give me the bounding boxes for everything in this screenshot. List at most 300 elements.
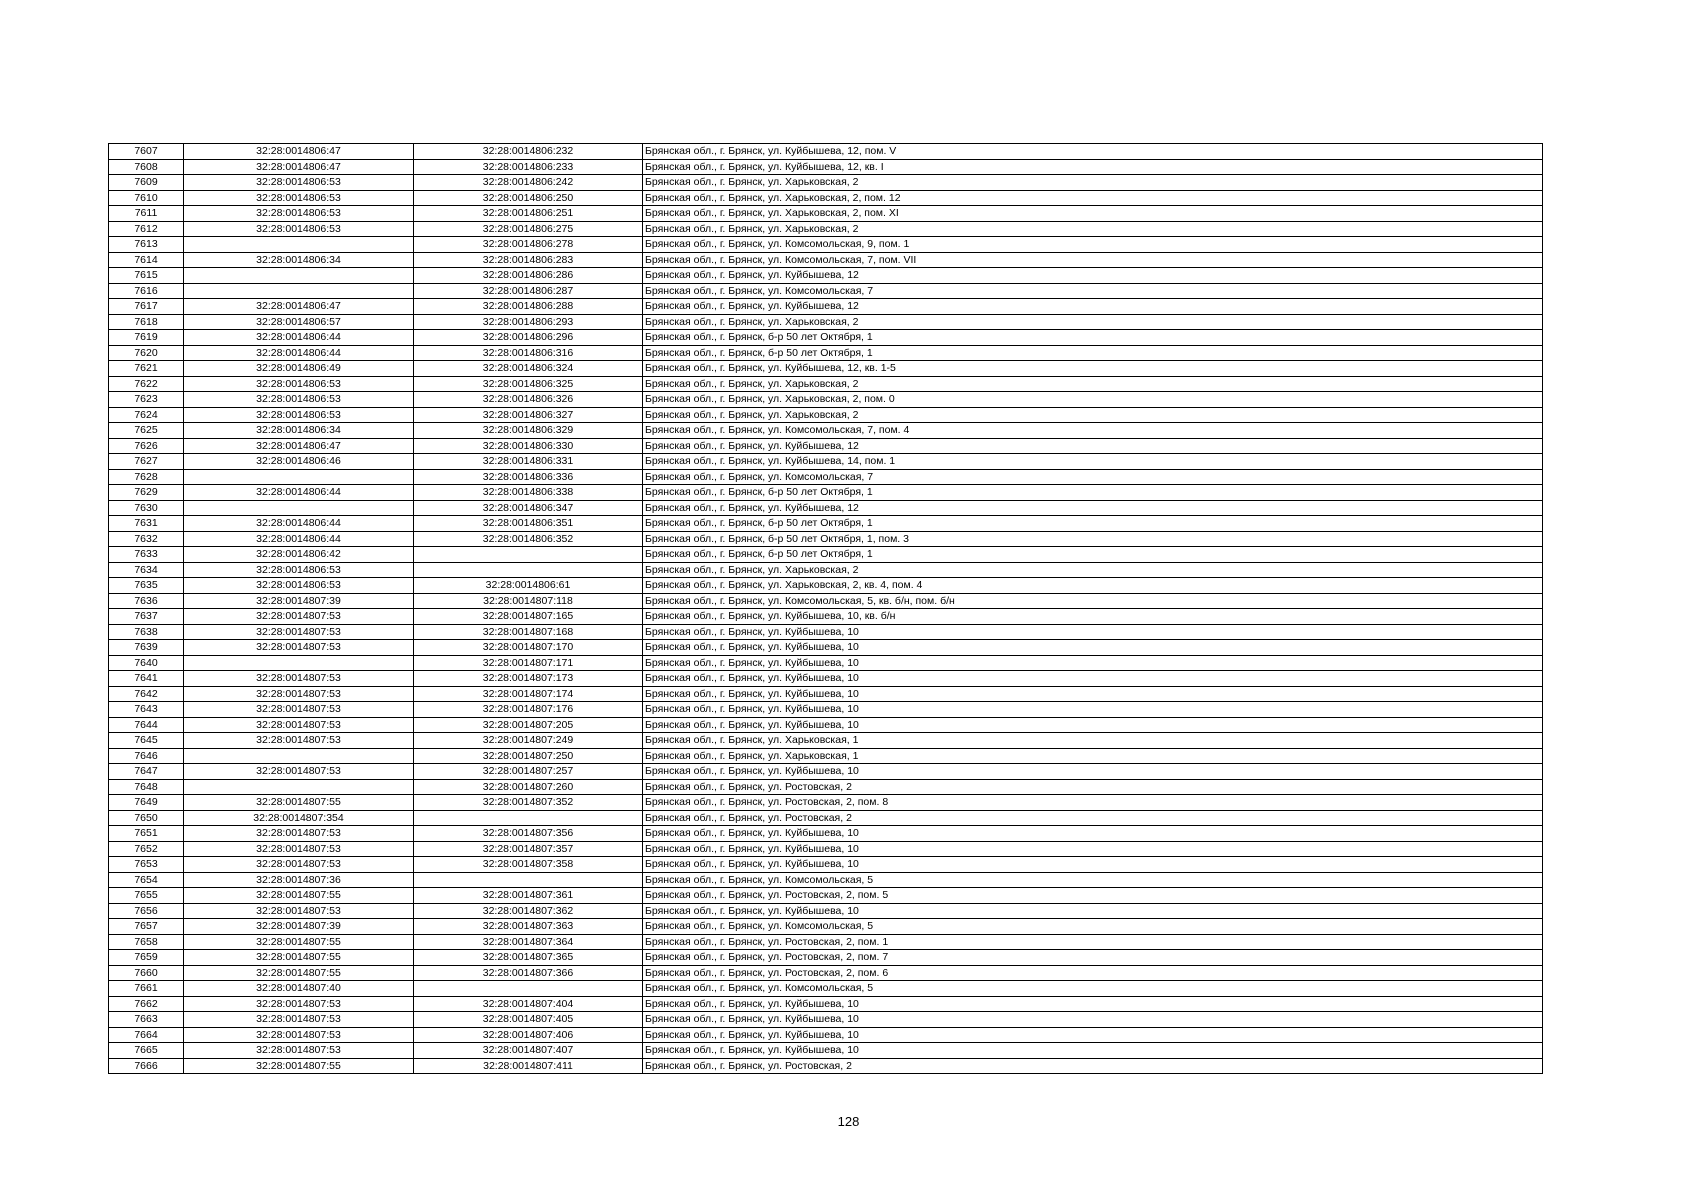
cadastral-number-cell: 32:28:0014806:336: [414, 469, 643, 485]
row-number-cell: 7624: [109, 407, 184, 423]
table-row: [109, 919, 1543, 935]
address-cell: Брянская обл., г. Брянск, ул. Куйбышева, 12: [643, 500, 1543, 516]
row-number-cell: 7631: [109, 516, 184, 532]
address-cell: Брянская обл., г. Брянск, б-р 50 лет Октября, 1: [643, 330, 1543, 346]
parent-cadastral-cell: 32:28:0014806:47: [184, 299, 414, 315]
parent-cadastral-cell: 32:28:0014807:53: [184, 609, 414, 625]
table-row: [109, 175, 1543, 191]
address-cell: Брянская обл., г. Брянск, ул. Харьковская, 2: [643, 407, 1543, 423]
row-number-cell: 7621: [109, 361, 184, 377]
table-row: [109, 779, 1543, 795]
address-cell: Брянская обл., г. Брянск, ул. Комсомольская, 7, пом. 4: [643, 423, 1543, 439]
row-number-cell: 7660: [109, 965, 184, 981]
parent-cadastral-cell: 32:28:0014806:49: [184, 361, 414, 377]
parent-cadastral-cell: [184, 748, 414, 764]
row-number-cell: 7623: [109, 392, 184, 408]
address-cell: Брянская обл., г. Брянск, ул. Ростовская, 2, пом. 8: [643, 795, 1543, 811]
cadastral-number-cell: 32:28:0014807:407: [414, 1043, 643, 1059]
cadastral-number-cell: 32:28:0014807:362: [414, 903, 643, 919]
cadastral-number-cell: 32:28:0014806:283: [414, 252, 643, 268]
cadastral-number-cell: [414, 981, 643, 997]
table-row: [109, 857, 1543, 873]
row-number-cell: 7666: [109, 1058, 184, 1074]
registry-table: [108, 143, 1543, 1074]
table-body: [109, 144, 1543, 1074]
parent-cadastral-cell: 32:28:0014806:53: [184, 407, 414, 423]
table-row: [109, 795, 1543, 811]
cadastral-number-cell: 32:28:0014807:205: [414, 717, 643, 733]
cadastral-number-cell: 32:28:0014807:171: [414, 655, 643, 671]
address-cell: Брянская обл., г. Брянск, ул. Комсомольская, 7: [643, 469, 1543, 485]
parent-cadastral-cell: 32:28:0014806:53: [184, 206, 414, 222]
address-cell: Брянская обл., г. Брянск, ул. Харьковская, 2, пом. XI: [643, 206, 1543, 222]
row-number-cell: 7618: [109, 314, 184, 330]
parent-cadastral-cell: 32:28:0014806:53: [184, 190, 414, 206]
table-row: [109, 1058, 1543, 1074]
parent-cadastral-cell: 32:28:0014807:53: [184, 826, 414, 842]
row-number-cell: 7652: [109, 841, 184, 857]
table-row: [109, 996, 1543, 1012]
cadastral-number-cell: 32:28:0014807:260: [414, 779, 643, 795]
address-cell: Брянская обл., г. Брянск, ул. Куйбышева, 10: [643, 640, 1543, 656]
table-row: [109, 1027, 1543, 1043]
address-cell: Брянская обл., г. Брянск, ул. Куйбышева, 10, кв. б/н: [643, 609, 1543, 625]
cadastral-number-cell: [414, 810, 643, 826]
parent-cadastral-cell: 32:28:0014806:53: [184, 175, 414, 191]
address-cell: Брянская обл., г. Брянск, б-р 50 лет Октября, 1: [643, 516, 1543, 532]
row-number-cell: 7643: [109, 702, 184, 718]
cadastral-number-cell: 32:28:0014806:61: [414, 578, 643, 594]
table-row: [109, 1012, 1543, 1028]
cadastral-number-cell: 32:28:0014807:365: [414, 950, 643, 966]
row-number-cell: 7615: [109, 268, 184, 284]
cadastral-number-cell: 32:28:0014806:275: [414, 221, 643, 237]
cadastral-number-cell: 32:28:0014806:286: [414, 268, 643, 284]
table-row: [109, 206, 1543, 222]
cadastral-number-cell: 32:28:0014807:168: [414, 624, 643, 640]
address-cell: Брянская обл., г. Брянск, ул. Куйбышева, 10: [643, 841, 1543, 857]
parent-cadastral-cell: 32:28:0014806:53: [184, 221, 414, 237]
address-cell: Брянская обл., г. Брянск, ул. Куйбышева, 10: [643, 655, 1543, 671]
address-cell: Брянская обл., г. Брянск, ул. Ростовская, 2: [643, 810, 1543, 826]
address-cell: Брянская обл., г. Брянск, ул. Ростовская, 2: [643, 1058, 1543, 1074]
row-number-cell: 7620: [109, 345, 184, 361]
table-row: [109, 640, 1543, 656]
cadastral-number-cell: 32:28:0014806:278: [414, 237, 643, 253]
address-cell: Брянская обл., г. Брянск, ул. Куйбышева, 10: [643, 764, 1543, 780]
address-cell: Брянская обл., г. Брянск, ул. Ростовская, 2, пом. 1: [643, 934, 1543, 950]
table-row: [109, 469, 1543, 485]
table-row: [109, 826, 1543, 842]
parent-cadastral-cell: 32:28:0014806:53: [184, 578, 414, 594]
cadastral-number-cell: 32:28:0014807:356: [414, 826, 643, 842]
parent-cadastral-cell: 32:28:0014806:44: [184, 531, 414, 547]
table-row: [109, 345, 1543, 361]
table-row: [109, 965, 1543, 981]
parent-cadastral-cell: 32:28:0014806:53: [184, 562, 414, 578]
address-cell: Брянская обл., г. Брянск, ул. Куйбышева, 10: [643, 671, 1543, 687]
table-row: [109, 485, 1543, 501]
parent-cadastral-cell: 32:28:0014807:53: [184, 686, 414, 702]
parent-cadastral-cell: 32:28:0014807:53: [184, 841, 414, 857]
row-number-cell: 7640: [109, 655, 184, 671]
address-cell: Брянская обл., г. Брянск, ул. Харьковская, 2: [643, 376, 1543, 392]
table-row: [109, 454, 1543, 470]
address-cell: Брянская обл., г. Брянск, ул. Куйбышева, 10: [643, 826, 1543, 842]
cadastral-number-cell: 32:28:0014806:251: [414, 206, 643, 222]
parent-cadastral-cell: 32:28:0014807:36: [184, 872, 414, 888]
row-number-cell: 7612: [109, 221, 184, 237]
cadastral-number-cell: 32:28:0014807:165: [414, 609, 643, 625]
address-cell: Брянская обл., г. Брянск, ул. Комсомольская, 5: [643, 919, 1543, 935]
parent-cadastral-cell: 32:28:0014806:44: [184, 330, 414, 346]
address-cell: Брянская обл., г. Брянск, б-р 50 лет Октября, 1: [643, 485, 1543, 501]
parent-cadastral-cell: 32:28:0014807:55: [184, 795, 414, 811]
cadastral-number-cell: 32:28:0014806:296: [414, 330, 643, 346]
address-cell: Брянская обл., г. Брянск, ул. Харьковская, 1: [643, 733, 1543, 749]
row-number-cell: 7637: [109, 609, 184, 625]
row-number-cell: 7659: [109, 950, 184, 966]
address-cell: Брянская обл., г. Брянск, ул. Куйбышева, 10: [643, 717, 1543, 733]
row-number-cell: 7626: [109, 438, 184, 454]
address-cell: Брянская обл., г. Брянск, ул. Харьковская, 2: [643, 221, 1543, 237]
row-number-cell: 7644: [109, 717, 184, 733]
row-number-cell: 7616: [109, 283, 184, 299]
parent-cadastral-cell: 32:28:0014806:42: [184, 547, 414, 563]
address-cell: Брянская обл., г. Брянск, ул. Куйбышева, 10: [643, 702, 1543, 718]
row-number-cell: 7655: [109, 888, 184, 904]
parent-cadastral-cell: 32:28:0014806:53: [184, 392, 414, 408]
table-row: [109, 733, 1543, 749]
row-number-cell: 7639: [109, 640, 184, 656]
cadastral-number-cell: 32:28:0014806:338: [414, 485, 643, 501]
table-row: [109, 299, 1543, 315]
parent-cadastral-cell: 32:28:0014806:47: [184, 144, 414, 160]
row-number-cell: 7629: [109, 485, 184, 501]
page-number: 128: [837, 1114, 860, 1129]
table-row: [109, 159, 1543, 175]
cadastral-number-cell: 32:28:0014806:352: [414, 531, 643, 547]
parent-cadastral-cell: [184, 283, 414, 299]
address-cell: Брянская обл., г. Брянск, ул. Куйбышева, 12: [643, 268, 1543, 284]
row-number-cell: 7611: [109, 206, 184, 222]
row-number-cell: 7614: [109, 252, 184, 268]
cadastral-number-cell: 32:28:0014806:324: [414, 361, 643, 377]
table-row: [109, 888, 1543, 904]
row-number-cell: 7619: [109, 330, 184, 346]
row-number-cell: 7636: [109, 593, 184, 609]
row-number-cell: 7649: [109, 795, 184, 811]
table-row: [109, 934, 1543, 950]
cadastral-number-cell: 32:28:0014807:249: [414, 733, 643, 749]
table-row: [109, 578, 1543, 594]
parent-cadastral-cell: 32:28:0014806:46: [184, 454, 414, 470]
address-cell: Брянская обл., г. Брянск, ул. Куйбышева, 10: [643, 686, 1543, 702]
cadastral-number-cell: [414, 562, 643, 578]
parent-cadastral-cell: 32:28:0014807:53: [184, 702, 414, 718]
cadastral-number-cell: 32:28:0014807:366: [414, 965, 643, 981]
row-number-cell: 7610: [109, 190, 184, 206]
table-row: [109, 237, 1543, 253]
cadastral-number-cell: 32:28:0014807:361: [414, 888, 643, 904]
table-row: [109, 702, 1543, 718]
address-cell: Брянская обл., г. Брянск, ул. Комсомольская, 5: [643, 872, 1543, 888]
address-cell: Брянская обл., г. Брянск, ул. Харьковская, 2: [643, 314, 1543, 330]
table-row: [109, 438, 1543, 454]
row-number-cell: 7607: [109, 144, 184, 160]
row-number-cell: 7646: [109, 748, 184, 764]
address-cell: Брянская обл., г. Брянск, ул. Комсомольская, 7, пом. VII: [643, 252, 1543, 268]
parent-cadastral-cell: 32:28:0014807:354: [184, 810, 414, 826]
row-number-cell: 7641: [109, 671, 184, 687]
address-cell: Брянская обл., г. Брянск, ул. Куйбышева, 10: [643, 1027, 1543, 1043]
address-cell: Брянская обл., г. Брянск, ул. Куйбышева, 10: [643, 857, 1543, 873]
cadastral-number-cell: 32:28:0014806:293: [414, 314, 643, 330]
table-row: [109, 516, 1543, 532]
address-cell: Брянская обл., г. Брянск, ул. Ростовская, 2, пом. 5: [643, 888, 1543, 904]
address-cell: Брянская обл., г. Брянск, ул. Куйбышева, 10: [643, 1043, 1543, 1059]
table-row: [109, 872, 1543, 888]
row-number-cell: 7635: [109, 578, 184, 594]
parent-cadastral-cell: 32:28:0014807:39: [184, 593, 414, 609]
cadastral-number-cell: 32:28:0014807:405: [414, 1012, 643, 1028]
row-number-cell: 7634: [109, 562, 184, 578]
row-number-cell: 7633: [109, 547, 184, 563]
cadastral-number-cell: 32:28:0014807:404: [414, 996, 643, 1012]
row-number-cell: 7609: [109, 175, 184, 191]
table-row: [109, 950, 1543, 966]
address-cell: Брянская обл., г. Брянск, ул. Харьковская, 2: [643, 175, 1543, 191]
cadastral-number-cell: 32:28:0014807:257: [414, 764, 643, 780]
address-cell: Брянская обл., г. Брянск, ул. Куйбышева, 12: [643, 438, 1543, 454]
cadastral-number-cell: 32:28:0014807:170: [414, 640, 643, 656]
parent-cadastral-cell: 32:28:0014806:53: [184, 376, 414, 392]
table-row: [109, 376, 1543, 392]
cadastral-number-cell: 32:28:0014806:351: [414, 516, 643, 532]
table-row: [109, 361, 1543, 377]
row-number-cell: 7664: [109, 1027, 184, 1043]
table-row: [109, 252, 1543, 268]
parent-cadastral-cell: 32:28:0014807:53: [184, 640, 414, 656]
address-cell: Брянская обл., г. Брянск, ул. Харьковская, 2, пом. 0: [643, 392, 1543, 408]
row-number-cell: 7638: [109, 624, 184, 640]
cadastral-number-cell: 32:28:0014807:176: [414, 702, 643, 718]
address-cell: Брянская обл., г. Брянск, ул. Куйбышева, 14, пом. 1: [643, 454, 1543, 470]
cadastral-number-cell: 32:28:0014806:287: [414, 283, 643, 299]
parent-cadastral-cell: 32:28:0014806:47: [184, 438, 414, 454]
row-number-cell: 7625: [109, 423, 184, 439]
cadastral-number-cell: 32:28:0014806:233: [414, 159, 643, 175]
table-row: [109, 562, 1543, 578]
address-cell: Брянская обл., г. Брянск, ул. Харьковская, 2, кв. 4, пом. 4: [643, 578, 1543, 594]
address-cell: Брянская обл., г. Брянск, ул. Куйбышева, 12, кв. I: [643, 159, 1543, 175]
parent-cadastral-cell: 32:28:0014806:44: [184, 485, 414, 501]
table-row: [109, 764, 1543, 780]
cadastral-number-cell: 32:28:0014807:406: [414, 1027, 643, 1043]
row-number-cell: 7657: [109, 919, 184, 935]
table-row: [109, 423, 1543, 439]
cadastral-number-cell: 32:28:0014806:347: [414, 500, 643, 516]
parent-cadastral-cell: 32:28:0014807:53: [184, 671, 414, 687]
cadastral-number-cell: [414, 547, 643, 563]
row-number-cell: 7627: [109, 454, 184, 470]
table-row: [109, 407, 1543, 423]
cadastral-number-cell: 32:28:0014806:326: [414, 392, 643, 408]
parent-cadastral-cell: 32:28:0014806:57: [184, 314, 414, 330]
row-number-cell: 7665: [109, 1043, 184, 1059]
row-number-cell: 7642: [109, 686, 184, 702]
parent-cadastral-cell: 32:28:0014807:39: [184, 919, 414, 935]
table-row: [109, 268, 1543, 284]
row-number-cell: 7651: [109, 826, 184, 842]
table-row: [109, 531, 1543, 547]
table-row: [109, 609, 1543, 625]
cadastral-number-cell: 32:28:0014807:118: [414, 593, 643, 609]
address-cell: Брянская обл., г. Брянск, ул. Ростовская, 2: [643, 779, 1543, 795]
row-number-cell: 7628: [109, 469, 184, 485]
cadastral-number-cell: 32:28:0014807:358: [414, 857, 643, 873]
parent-cadastral-cell: 32:28:0014807:53: [184, 624, 414, 640]
parent-cadastral-cell: 32:28:0014807:53: [184, 1012, 414, 1028]
parent-cadastral-cell: 32:28:0014807:53: [184, 903, 414, 919]
table-row: [109, 314, 1543, 330]
parent-cadastral-cell: 32:28:0014807:55: [184, 965, 414, 981]
table-row: [109, 330, 1543, 346]
cadastral-number-cell: 32:28:0014806:331: [414, 454, 643, 470]
parent-cadastral-cell: 32:28:0014807:55: [184, 888, 414, 904]
table-row: [109, 593, 1543, 609]
table-row: [109, 717, 1543, 733]
row-number-cell: 7632: [109, 531, 184, 547]
row-number-cell: 7662: [109, 996, 184, 1012]
cadastral-number-cell: 32:28:0014807:357: [414, 841, 643, 857]
address-cell: Брянская обл., г. Брянск, ул. Куйбышева, 10: [643, 996, 1543, 1012]
cadastral-number-cell: 32:28:0014806:325: [414, 376, 643, 392]
row-number-cell: 7613: [109, 237, 184, 253]
row-number-cell: 7661: [109, 981, 184, 997]
table-row: [109, 748, 1543, 764]
cadastral-number-cell: 32:28:0014806:232: [414, 144, 643, 160]
parent-cadastral-cell: 32:28:0014807:55: [184, 950, 414, 966]
address-cell: Брянская обл., г. Брянск, ул. Комсомольская, 7: [643, 283, 1543, 299]
cadastral-number-cell: 32:28:0014806:316: [414, 345, 643, 361]
row-number-cell: 7653: [109, 857, 184, 873]
cadastral-number-cell: 32:28:0014807:364: [414, 934, 643, 950]
parent-cadastral-cell: 32:28:0014807:40: [184, 981, 414, 997]
address-cell: Брянская обл., г. Брянск, б-р 50 лет Октября, 1, пом. 3: [643, 531, 1543, 547]
cadastral-number-cell: [414, 872, 643, 888]
row-number-cell: 7608: [109, 159, 184, 175]
cadastral-number-cell: 32:28:0014806:250: [414, 190, 643, 206]
parent-cadastral-cell: 32:28:0014806:44: [184, 345, 414, 361]
table-row: [109, 981, 1543, 997]
address-cell: Брянская обл., г. Брянск, ул. Ростовская, 2, пом. 6: [643, 965, 1543, 981]
cadastral-number-cell: 32:28:0014807:411: [414, 1058, 643, 1074]
row-number-cell: 7648: [109, 779, 184, 795]
cadastral-number-cell: 32:28:0014806:288: [414, 299, 643, 315]
table-row: [109, 190, 1543, 206]
row-number-cell: 7622: [109, 376, 184, 392]
row-number-cell: 7663: [109, 1012, 184, 1028]
parent-cadastral-cell: 32:28:0014806:47: [184, 159, 414, 175]
parent-cadastral-cell: 32:28:0014807:53: [184, 996, 414, 1012]
table-row: [109, 810, 1543, 826]
parent-cadastral-cell: [184, 500, 414, 516]
address-cell: Брянская обл., г. Брянск, ул. Куйбышева, 12, кв. 1-5: [643, 361, 1543, 377]
parent-cadastral-cell: [184, 779, 414, 795]
parent-cadastral-cell: 32:28:0014807:53: [184, 733, 414, 749]
cadastral-number-cell: 32:28:0014806:329: [414, 423, 643, 439]
parent-cadastral-cell: 32:28:0014807:53: [184, 1027, 414, 1043]
row-number-cell: 7630: [109, 500, 184, 516]
parent-cadastral-cell: 32:28:0014806:34: [184, 423, 414, 439]
address-cell: Брянская обл., г. Брянск, ул. Куйбышева, 10: [643, 624, 1543, 640]
address-cell: Брянская обл., г. Брянск, ул. Комсомольская, 5, кв. б/н, пом. б/н: [643, 593, 1543, 609]
table-row: [109, 903, 1543, 919]
row-number-cell: 7645: [109, 733, 184, 749]
row-number-cell: 7650: [109, 810, 184, 826]
parent-cadastral-cell: [184, 237, 414, 253]
cadastral-number-cell: 32:28:0014807:174: [414, 686, 643, 702]
row-number-cell: 7656: [109, 903, 184, 919]
table-row: [109, 841, 1543, 857]
cadastral-number-cell: 32:28:0014806:330: [414, 438, 643, 454]
table-row: [109, 283, 1543, 299]
parent-cadastral-cell: 32:28:0014806:44: [184, 516, 414, 532]
cadastral-number-cell: 32:28:0014806:327: [414, 407, 643, 423]
table-row: [109, 671, 1543, 687]
table-row: [109, 547, 1543, 563]
row-number-cell: 7647: [109, 764, 184, 780]
cadastral-number-cell: 32:28:0014807:363: [414, 919, 643, 935]
address-cell: Брянская обл., г. Брянск, ул. Куйбышева, 12, пом. V: [643, 144, 1543, 160]
parent-cadastral-cell: 32:28:0014807:55: [184, 934, 414, 950]
address-cell: Брянская обл., г. Брянск, ул. Комсомольская, 9, пом. 1: [643, 237, 1543, 253]
table-row: [109, 500, 1543, 516]
address-cell: Брянская обл., г. Брянск, б-р 50 лет Октября, 1: [643, 345, 1543, 361]
table-row: [109, 655, 1543, 671]
cadastral-number-cell: 32:28:0014806:242: [414, 175, 643, 191]
parent-cadastral-cell: 32:28:0014807:53: [184, 764, 414, 780]
cadastral-number-cell: 32:28:0014807:173: [414, 671, 643, 687]
address-cell: Брянская обл., г. Брянск, ул. Харьковская, 1: [643, 748, 1543, 764]
cadastral-number-cell: 32:28:0014807:250: [414, 748, 643, 764]
address-cell: Брянская обл., г. Брянск, ул. Куйбышева, 10: [643, 903, 1543, 919]
address-cell: Брянская обл., г. Брянск, ул. Куйбышева, 10: [643, 1012, 1543, 1028]
parent-cadastral-cell: 32:28:0014806:34: [184, 252, 414, 268]
row-number-cell: 7654: [109, 872, 184, 888]
parent-cadastral-cell: 32:28:0014807:53: [184, 717, 414, 733]
table-row: [109, 686, 1543, 702]
parent-cadastral-cell: [184, 469, 414, 485]
row-number-cell: 7617: [109, 299, 184, 315]
parent-cadastral-cell: 32:28:0014807:55: [184, 1058, 414, 1074]
parent-cadastral-cell: 32:28:0014807:53: [184, 1043, 414, 1059]
address-cell: Брянская обл., г. Брянск, ул. Харьковская, 2: [643, 562, 1543, 578]
row-number-cell: 7658: [109, 934, 184, 950]
address-cell: Брянская обл., г. Брянск, б-р 50 лет Октября, 1: [643, 547, 1543, 563]
table-row: [109, 1043, 1543, 1059]
table-row: [109, 624, 1543, 640]
address-cell: Брянская обл., г. Брянск, ул. Куйбышева, 12: [643, 299, 1543, 315]
table-row: [109, 221, 1543, 237]
address-cell: Брянская обл., г. Брянск, ул. Комсомольская, 5: [643, 981, 1543, 997]
parent-cadastral-cell: [184, 268, 414, 284]
cadastral-number-cell: 32:28:0014807:352: [414, 795, 643, 811]
address-cell: Брянская обл., г. Брянск, ул. Харьковская, 2, пом. 12: [643, 190, 1543, 206]
parent-cadastral-cell: 32:28:0014807:53: [184, 857, 414, 873]
table-row: [109, 392, 1543, 408]
